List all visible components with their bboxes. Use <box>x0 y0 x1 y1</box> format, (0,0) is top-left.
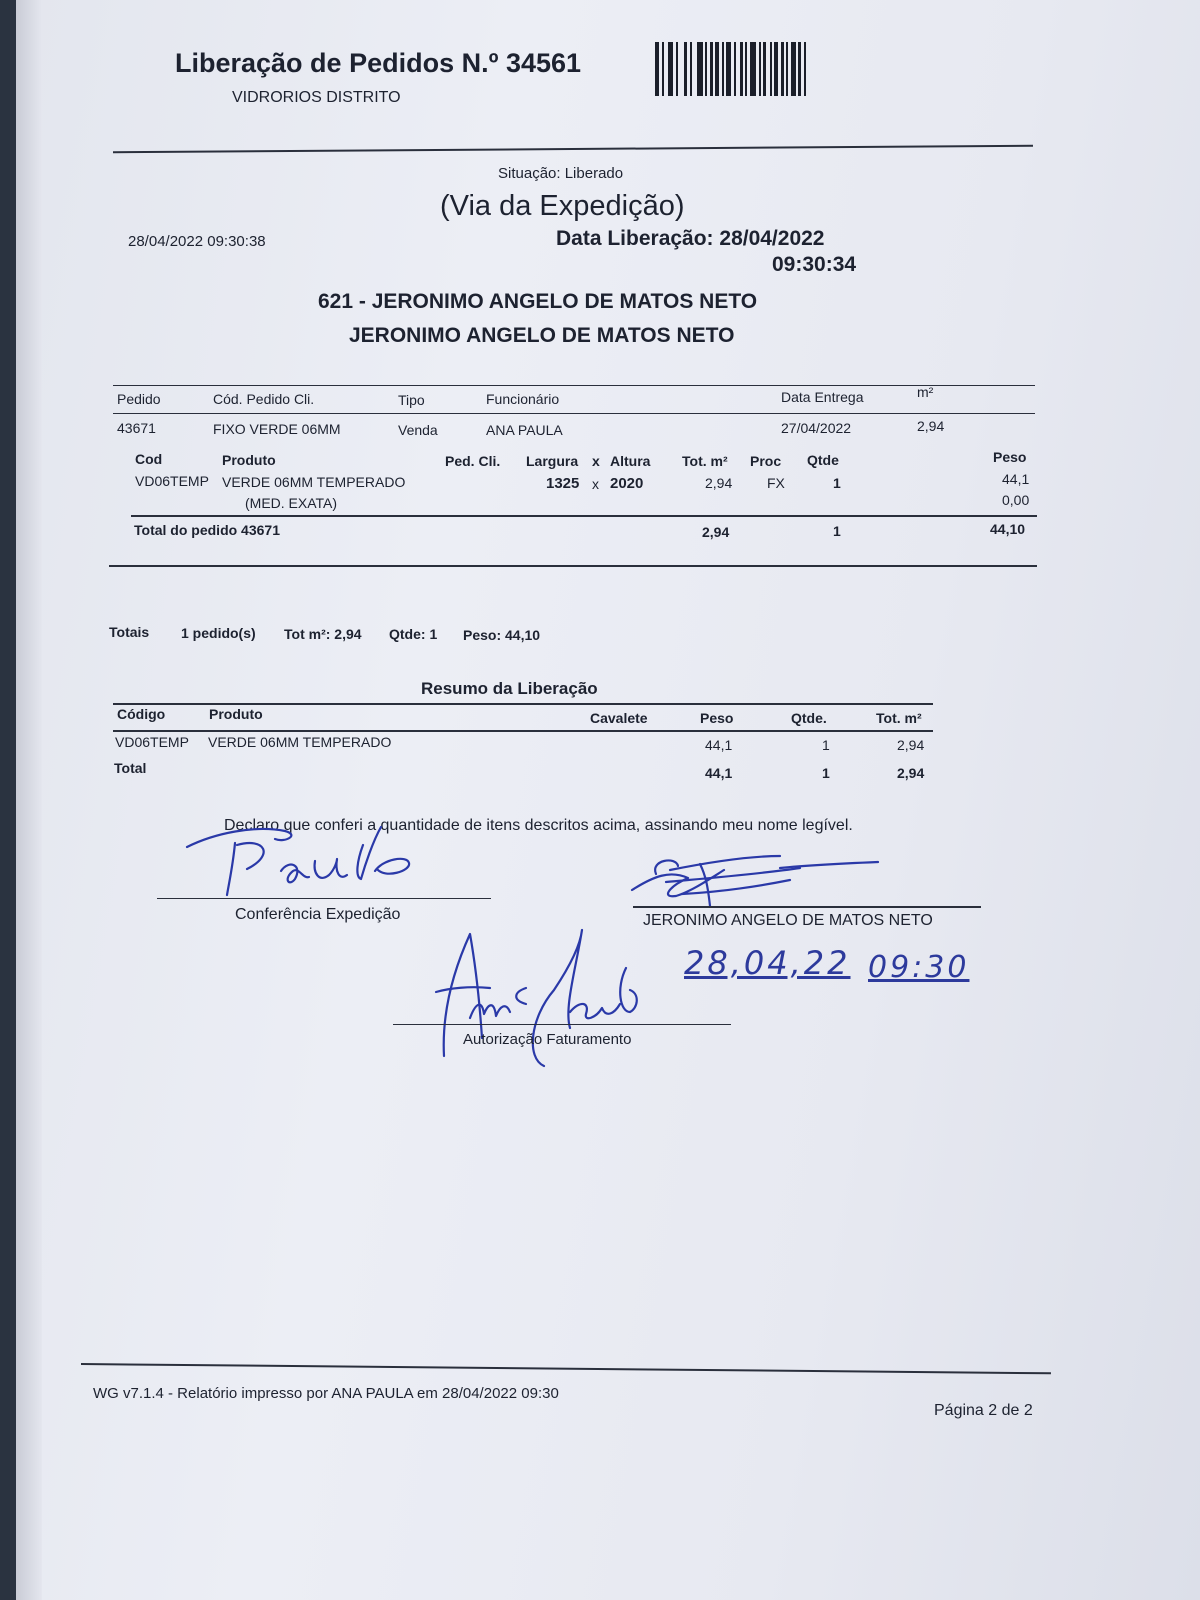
cliente-name-label: JERONIMO ANGELO DE MATOS NETO <box>643 912 933 929</box>
item-header-largura: Largura <box>526 453 579 469</box>
order-header-tipo: Tipo <box>398 392 425 408</box>
item-x: x <box>592 476 599 492</box>
summary-total-label: Total <box>114 760 147 776</box>
order-cell-pedido: 43671 <box>117 420 156 436</box>
handwritten-time: 09:30 <box>868 950 970 985</box>
order-header-m2: m² <box>917 384 934 400</box>
page-number: Página 2 de 2 <box>934 1402 1033 1419</box>
summary-cell-peso: 44,1 <box>705 737 733 753</box>
summary-header-cavalete: Cavalete <box>590 710 648 726</box>
declaration-text: Declaro que conferi a quantidade de itens descritos acima, assinando meu nome legível. <box>224 817 853 834</box>
item-header-x: x <box>592 453 600 469</box>
order-cell-tipo: Venda <box>398 422 438 438</box>
summary-title: Resumo da Liberação <box>421 679 598 698</box>
printed-timestamp: 28/04/2022 09:30:38 <box>128 233 266 250</box>
handwritten-date: 28,04,22 <box>684 944 851 982</box>
summary-cell-tot-m2: 2,94 <box>897 737 925 753</box>
summary-cell-codigo: VD06TEMP <box>115 734 189 750</box>
item-qtde: 1 <box>833 475 841 491</box>
cliente-signature-line <box>633 906 981 908</box>
order-total-peso: 44,10 <box>990 521 1026 537</box>
release-time: 09:30:34 <box>772 253 857 276</box>
order-total-tot-m2: 2,94 <box>702 524 730 540</box>
order-header-cod-pedido-cli: Cód. Pedido Cli. <box>213 391 315 407</box>
summary-total-qtde: 1 <box>822 765 830 781</box>
barcode <box>655 42 817 96</box>
signature-cliente <box>630 852 880 908</box>
order-total-rule <box>131 515 1037 517</box>
totals-pedidos: 1 pedido(s) <box>181 625 256 641</box>
order-table-header-rule <box>113 413 1035 414</box>
summary-header-qtde: Qtde. <box>791 710 827 726</box>
release-date: Data Liberação: 28/04/2022 <box>556 227 825 250</box>
order-total-qtde: 1 <box>833 523 841 539</box>
document-title: Liberação de Pedidos N.º 34561 <box>175 48 582 78</box>
item-header-proc: Proc <box>750 453 782 469</box>
item-produto-sub: (MED. EXATA) <box>245 495 338 511</box>
order-header-funcionario: Funcionário <box>486 391 560 407</box>
autorizacao-signature-line <box>393 1024 731 1025</box>
company-name: VIDRORIOS DISTRITO <box>232 89 401 106</box>
order-cell-m2: 2,94 <box>917 418 945 434</box>
item-proc: FX <box>767 475 785 491</box>
status-text: Situação: Liberado <box>498 165 624 182</box>
summary-cell-produto: VERDE 06MM TEMPERADO <box>208 734 392 750</box>
item-largura: 1325 <box>546 475 580 492</box>
totals-tot-m2: Tot m²: 2,94 <box>284 626 362 642</box>
item-header-altura: Altura <box>610 453 651 469</box>
summary-total-peso: 44,1 <box>705 765 733 781</box>
item-altura: 2020 <box>610 475 644 492</box>
order-cell-data-entrega: 27/04/2022 <box>781 420 852 436</box>
conferencia-signature-line <box>157 898 491 899</box>
order-table-top-rule <box>113 385 1035 386</box>
order-cell-funcionario: ANA PAULA <box>486 422 563 438</box>
item-header-qtde: Qtde <box>807 452 839 468</box>
order-total-label: Total do pedido 43671 <box>134 522 280 538</box>
item-cod: VD06TEMP <box>135 473 209 489</box>
page-stack-edge <box>16 0 42 1600</box>
summary-header-codigo: Código <box>117 706 166 722</box>
totals-label: Totais <box>109 624 150 640</box>
item-header-tot-m2: Tot. m² <box>682 453 728 469</box>
summary-total-tot-m2: 2,94 <box>897 765 925 781</box>
summary-header-produto: Produto <box>209 706 263 722</box>
summary-header-peso: Peso <box>700 710 734 726</box>
totals-peso: Peso: 44,10 <box>463 627 541 643</box>
item-header-ped-cli: Ped. Cli. <box>445 453 501 469</box>
summary-cell-qtde: 1 <box>822 737 830 753</box>
summary-header-rule <box>113 730 933 732</box>
item-header-produto: Produto <box>222 452 276 468</box>
summary-top-rule <box>113 703 933 705</box>
summary-header-tot-m2: Tot. m² <box>876 710 922 726</box>
client-line-2: JERONIMO ANGELO DE MATOS NETO <box>349 324 735 347</box>
conferencia-label: Conferência Expedição <box>235 906 401 923</box>
order-header-data-entrega: Data Entrega <box>781 389 864 405</box>
order-cell-cod-pedido-cli: FIXO VERDE 06MM <box>213 421 341 437</box>
signature-conferencia <box>185 825 445 905</box>
item-header-peso: Peso <box>993 449 1027 465</box>
totals-qtde: Qtde: 1 <box>389 626 438 642</box>
item-tot-m2: 2,94 <box>705 475 733 491</box>
item-header-cod: Cod <box>135 451 163 467</box>
item-peso: 44,1 <box>1002 471 1030 487</box>
order-header-pedido: Pedido <box>117 391 161 407</box>
client-line-1: 621 - JERONIMO ANGELO DE MATOS NETO <box>318 290 758 313</box>
orders-section-divider <box>109 565 1037 567</box>
autorizacao-label: Autorização Faturamento <box>463 1031 632 1048</box>
item-produto: VERDE 06MM TEMPERADO <box>222 474 406 490</box>
item-peso-sub: 0,00 <box>1002 492 1030 508</box>
copy-label: (Via da Expedição) <box>440 190 685 222</box>
footer-printed-by: WG v7.1.4 - Relatório impresso por ANA PAULA em 28/04/2022 09:30 <box>93 1385 559 1402</box>
